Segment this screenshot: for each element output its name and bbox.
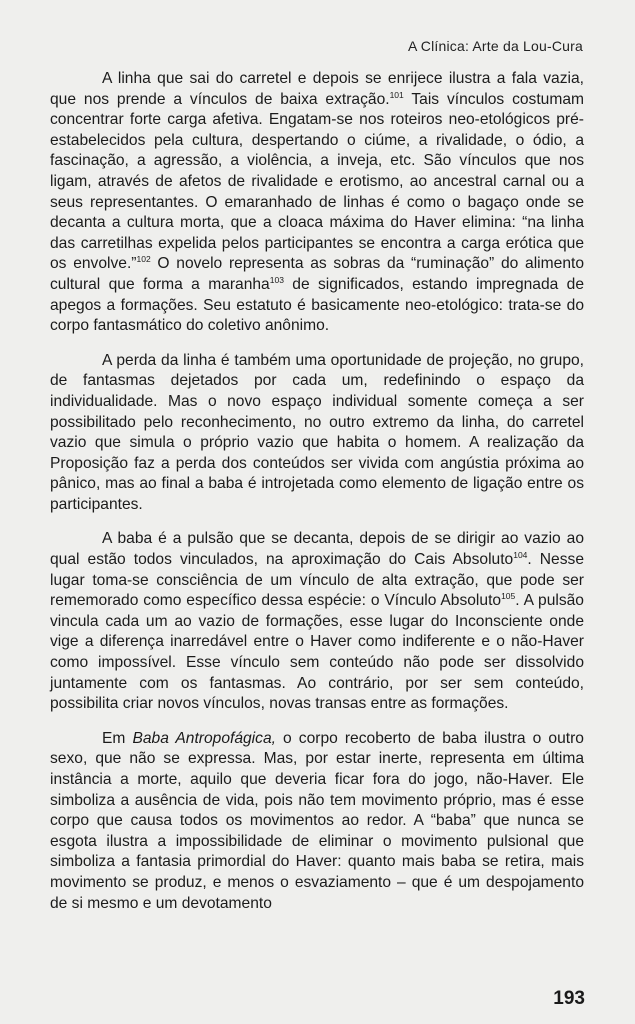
footnote-ref-102: 102 [136, 254, 151, 265]
paragraph-3 [50, 529, 584, 714]
paragraph-1-text-b: Tais vínculos costumam concentrar forte carga afetiva. Engatam-se nos roteiros neo-etológicos pré-estabelecidos pela cultura, despertando o ciúme, a rivalidade, o ódio, a fascinação, a agressão, a violência, a inveja, etc. São vínculos que nos ligam, através de afetos de rivalidade e erotismo, ao ancestral carnal ou a seus representantes. O emaranhado de linhas é como o bagaço onde se decanta a cultura morta, que a cloaca máxima do Haver elimina: “na linha das carretilhas expelida pelos participantes se encontra a carga erótica que os envolve.” [50, 90, 585, 273]
work-title: Baba Antropofágica, [132, 729, 276, 747]
page-number: 193 [553, 988, 585, 1009]
paragraph-1-text-d: de significados, estando impregnada de apegos a formações. Seu estatuto é basicamente neo-etológico: trata-se do corpo fantasmático do coletivo anônimo. [50, 275, 584, 335]
paragraph-4 [50, 729, 584, 914]
paragraph-4-text-a: Em [102, 729, 133, 747]
footnote-ref-103: 103 [269, 274, 284, 285]
running-head: A Clínica: Arte da Lou-Cura [407, 38, 583, 54]
paragraph-1 [50, 69, 584, 337]
paragraph-3-text-b: . Nesse lugar toma-se consciência de um vínculo de alta extração, que pode ser rememorado como específico dessa espécie: o Vínculo Absoluto [50, 551, 584, 610]
footnote-ref-104: 104 [513, 550, 528, 561]
paragraph-3-text-a: A baba é a pulsão que se decanta, depois de se dirigir ao vazio ao qual estão todos vinculados, na aproximação do Cais Absoluto [50, 530, 584, 569]
footnote-ref-105: 105 [501, 591, 516, 602]
paragraph-2 [50, 351, 584, 516]
body-text [50, 69, 584, 914]
paragraph-1-text-c: O novelo representa as sobras da “ruminação” do alimento cultural que forma a maranha [50, 255, 584, 293]
footnote-ref-101: 101 [389, 89, 404, 100]
paragraph-2-text: A perda da linha é também uma oportunidade de projeção, no grupo, de fantasmas dejetados por cada um, redefinindo o espaço da individualidade. Mas o novo espaço individual somente começa a ser possibilitado pelo reconhecimento, no outro extremo da linha, do carretel vazio que simula o próprio vazio que habita o homem. A realização da Proposição faz a perda dos conteúdos ser vivida com angústia próxima ao pânico, mas ao final a baba é introjetada como elemento de ligação entre os participantes. [50, 351, 584, 513]
paragraph-4-text-b: o corpo recoberto de baba ilustra o outro sexo, que não se expressa. Mas, por estar inerte, representa em última instância a morte, aquilo que deveria ficar fora do jogo, não-Haver. Ele simboliza a ausência de vida, pois não tem movimento próprio, mas é esse corpo que causa todos os movimentos ao redor. A “baba” que nunca se esgota ilustra a impossibilidade de eliminar o movimento pulsional que simboliza a fantasia primordial do Haver: quanto mais baba se retira, mais movimento se produz, e menos o esvaziamento – que é um despojamento de si mesmo e um devotamento [50, 729, 584, 912]
paragraph-3-text-c: . A pulsão vincula cada um ao vazio de formações, esse lugar do Inconsciente onde vige a diferença inarredável entre o Haver como indiferente e o não-Haver como impossível. Esse vínculo sem conteúdo não pode ser dissolvido juntamente com os fantasmas. Ao contrário, por ser sem conteúdo, possibilita criar novos vínculos, novas transas entre as formações. [50, 592, 584, 713]
paragraph-1-text-a: A linha que sai do carretel e depois se enrijece ilustra a fala vazia, que nos prende a vínculos de baixa extração. [50, 70, 584, 108]
